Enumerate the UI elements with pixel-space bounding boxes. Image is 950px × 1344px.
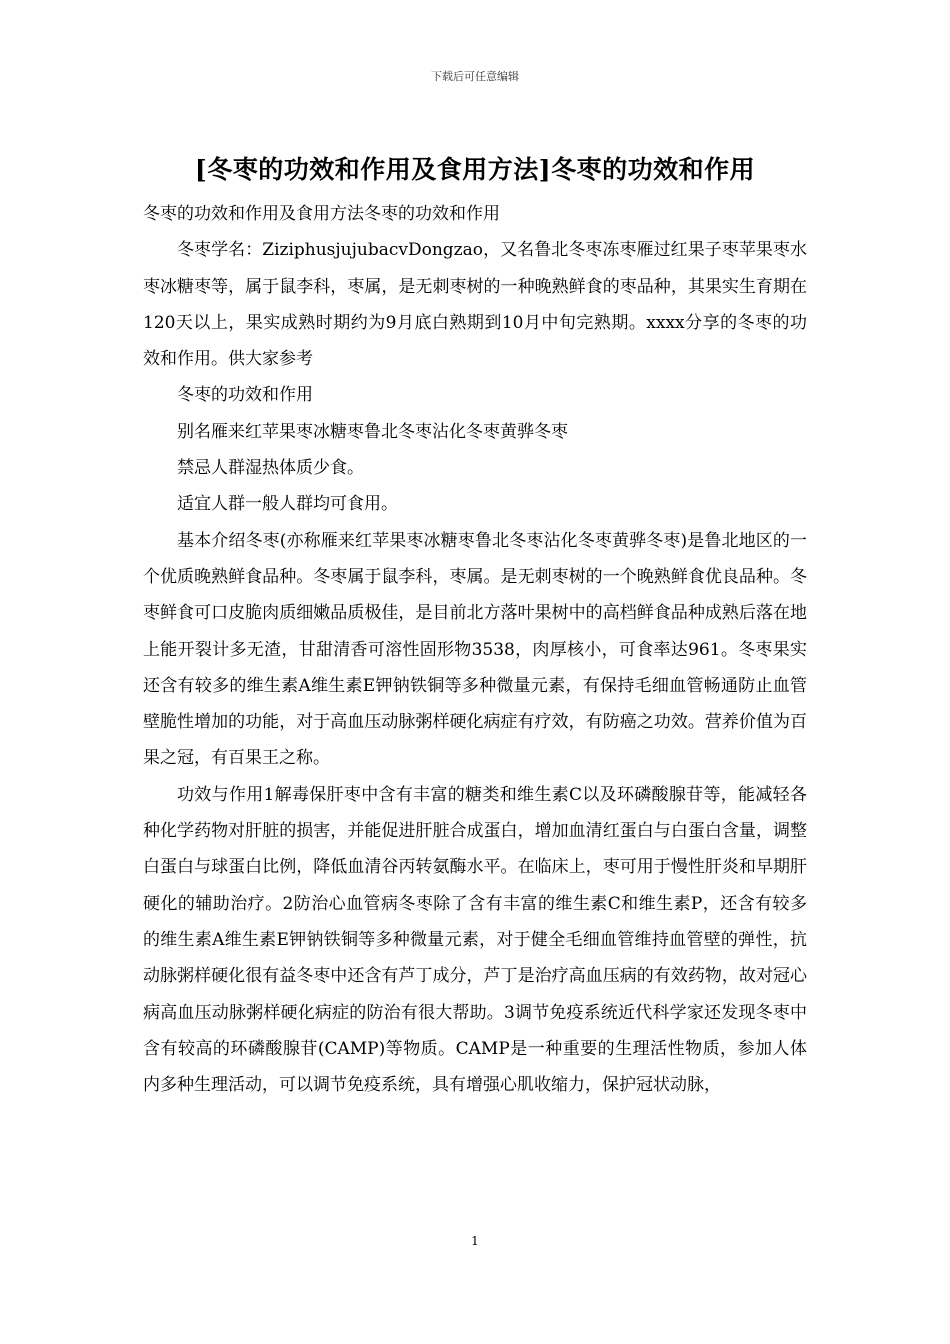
body-paragraph: 别名雁来红苹果枣冰糖枣鲁北冬枣沾化冬枣黄骅冬枣 [177, 421, 568, 442]
page-title: [冬枣的功效和作用及食用方法]冬枣的功效和作用 [194, 155, 756, 184]
body-paragraph: 冬枣学名：ZiziphusjujubacvDongzao，又名鲁北冬枣冻枣雁过红果子枣苹果枣水枣冰糖枣等，属于鼠李科，枣属，是无刺枣树的一种晚熟鲜食的枣品种，其果实生育期在120天以上，果实成熟时期约为9月底白熟期到10月中旬完熟期。xxxx分享的冬枣的功效和作用。供大家参考 [143, 240, 807, 370]
page-number: 1 [471, 1234, 479, 1248]
header-note: 下载后可任意编辑 [431, 70, 519, 83]
body-paragraph: 禁忌人群湿热体质少食。 [177, 458, 364, 479]
document-body [143, 196, 807, 1103]
body-paragraph: 基本介绍冬枣(亦称雁来红苹果枣冰糖枣鲁北冬枣沾化冬枣黄骅冬枣)是鲁北地区的一个优质晚熟鲜食品种。冬枣属于鼠李科，枣属。是无刺枣树的一个晚熟鲜食优良品种。冬枣鲜食可口皮脆肉质细嫩品质极佳，是目前北方落叶果树中的高档鲜食品种成熟后落在地上能开裂计多无渣，甘甜清香可溶性固形物3538，肉厚核小，可食率达961。冬枣果实还含有较多的维生素A维生素E钾钠铁铜等多种微量元素，有保持毛细血管畅通防止血管壁脆性增加的功能，对于高血压动脉粥样硬化病症有疗效，有防癌之功效。营养价值为百果之冠，有百果王之称。 [143, 530, 807, 769]
section-heading: 冬枣的功效和作用 [177, 385, 313, 406]
body-paragraph: 功效与作用1解毒保肝枣中含有丰富的糖类和维生素C以及环磷酸腺苷等，能减轻各种化学药物对肝脏的损害，并能促进肝脏合成蛋白，增加血清红蛋白与白蛋白含量，调整白蛋白与球蛋白比例，降低血清谷丙转氨酶水平。在临床上，枣可用于慢性肝炎和早期肝硬化的辅助治疗。2防治心血管病冬枣除了含有丰富的维生素C和维生素P，还含有较多的维生素A维生素E钾钠铁铜等多种微量元素，对于健全毛细血管维持血管壁的弹性，抗动脉粥样硬化很有益冬枣中还含有芦丁成分，芦丁是治疗高血压病的有效药物，故对冠心病高血压动脉粥样硬化病症的防治有很大帮助。3调节免疫系统近代科学家还发现冬枣中含有较高的环磷酸腺苷(CAMP)等物质。CAMP是一种重要的生理活性物质，参加人体内多种生理活动，可以调节免疫系统，具有增强心肌收缩力，保护冠状动脉， [143, 784, 807, 1096]
body-paragraph: 适宜人群一般人群均可食用。 [177, 494, 398, 515]
body-paragraph: 冬枣的功效和作用及食用方法冬枣的功效和作用 [143, 204, 500, 224]
